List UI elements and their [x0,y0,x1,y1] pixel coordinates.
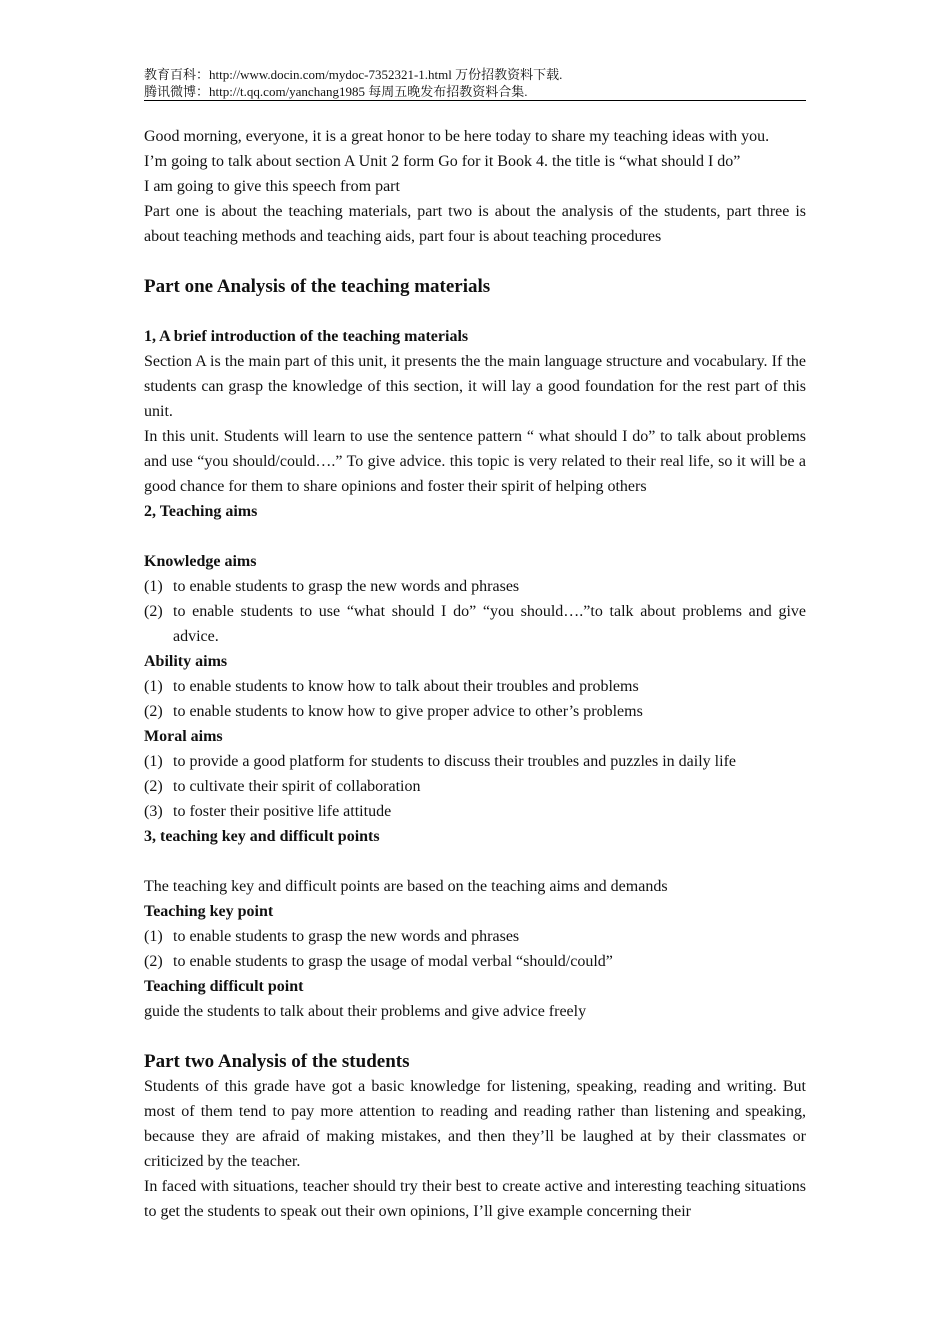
document-body [144,124,806,1224]
list-text: to enable students to use “what should I do” “you should….”to talk about problems and give advice. [173,603,806,645]
intro-paragraph-3: I am going to give this speech from part [144,178,400,195]
teaching-difficult-text: guide the students to talk about their problems and give advice freely [144,1003,587,1020]
section-2-heading: 2, Teaching aims [144,503,258,520]
list-number: (1) [144,753,163,770]
part-two-heading: Part two Analysis of the students [144,1051,410,1072]
header-line-1: 教育百科：http://www.docin.com/mydoc-7352321-1.html 万份招教资料下载. [144,67,563,82]
list-item [144,674,806,699]
list-item [144,749,806,774]
intro-paragraph-2: I’m going to talk about section A Unit 2 form Go for it Book 4. the title is “what should I do” [144,153,741,170]
list-number: (2) [144,778,163,795]
list-text: to enable students to grasp the new words and phrases [173,928,520,945]
list-item [144,699,806,724]
list-number: (2) [144,953,163,970]
section-1-paragraph-2: In this unit. Students will learn to use the sentence pattern “ what should I do” to talk about problems and use “you should/could….” To give advice. this topic is very related to their real life, so it will be a good chance for them to share opinions and foster their spirit of helping others [144,428,806,495]
part-one-heading: Part one Analysis of the teaching materials [144,276,491,297]
list-item [144,574,806,599]
section-1-heading: 1, A brief introduction of the teaching materials [144,328,469,345]
ability-aims-heading: Ability aims [144,653,228,670]
list-text: to cultivate their spirit of collaboration [173,778,421,795]
list-number: (3) [144,803,163,820]
list-item [144,599,806,649]
page-header [144,66,806,101]
part-two-paragraph-2: In faced with situations, teacher should try their best to create active and interesting teaching situations to get the students to speak out their own opinions, I’ll give example concerning their [144,1178,806,1220]
list-number: (1) [144,678,163,695]
list-item [144,799,806,824]
teaching-difficult-heading: Teaching difficult point [144,978,304,995]
list-text: to enable students to grasp the new words and phrases [173,578,520,595]
list-text: to foster their positive life attitude [173,803,392,820]
list-item [144,774,806,799]
list-number: (2) [144,603,163,620]
list-number: (2) [144,703,163,720]
moral-aims-heading: Moral aims [144,728,223,745]
list-text: to enable students to know how to talk about their troubles and problems [173,678,639,695]
header-line-2: 腾讯微博：http://t.qq.com/yanchang1985 每周五晚发布招教资料合集. [144,84,528,99]
list-number: (1) [144,578,163,595]
intro-paragraph-4: Part one is about the teaching materials, part two is about the analysis of the students, part three is about teaching methods and teaching aids, part four is about teaching procedures [144,203,806,245]
list-text: to enable students to know how to give proper advice to other’s problems [173,703,643,720]
list-text: to enable students to grasp the usage of modal verbal “should/could” [173,953,613,970]
knowledge-aims-heading: Knowledge aims [144,553,257,570]
section-3-paragraph: The teaching key and difficult points are based on the teaching aims and demands [144,878,668,895]
list-item [144,949,806,974]
teaching-key-heading: Teaching key point [144,903,274,920]
section-3-heading: 3, teaching key and difficult points [144,828,380,845]
list-number: (1) [144,928,163,945]
list-item [144,924,806,949]
section-1-paragraph-1: Section A is the main part of this unit, it presents the the main language structure and vocabulary. If the students can grasp the knowledge of this section, it will lay a good foundation for the rest part of this unit. [144,353,806,420]
part-two-paragraph-1: Students of this grade have got a basic knowledge for listening, speaking, reading and writing. But most of them tend to pay more attention to reading and reading rather than listening and speaking, because they are afraid of making mistakes, and then they’ll be laughed at by their classmates or criticized by the teacher. [144,1078,806,1170]
intro-paragraph-1: Good morning, everyone, it is a great honor to be here today to share my teaching ideas with you. [144,128,770,145]
list-text: to provide a good platform for students to discuss their troubles and puzzles in daily life [173,753,736,770]
